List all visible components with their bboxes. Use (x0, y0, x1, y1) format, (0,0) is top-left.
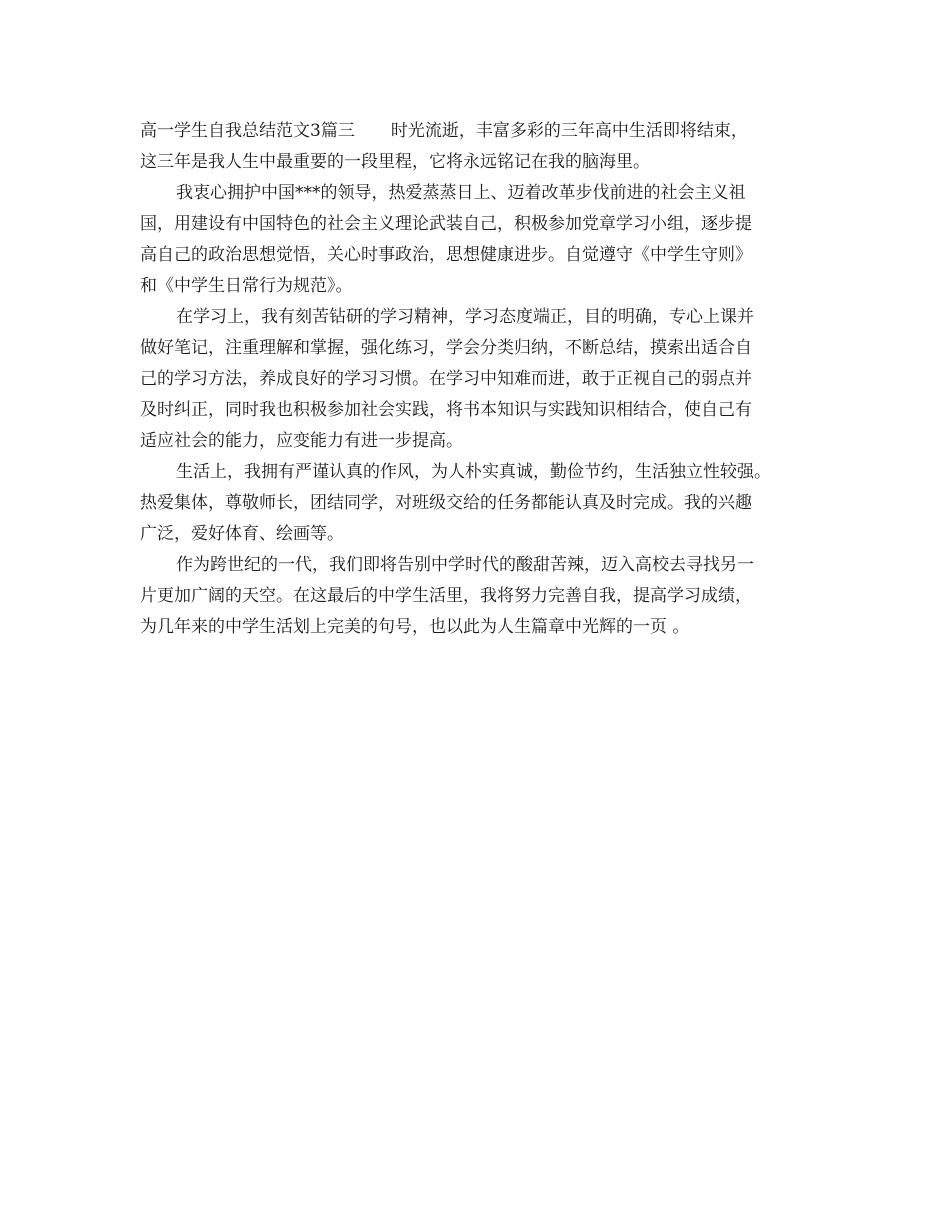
paragraph-life (140, 457, 840, 550)
text-line: 和《中学生日常行为规范》。 (140, 276, 353, 296)
text-line: 国，用建设有中国特色的社会主义理论武装自己，积极参加党章学习小组，逐步提 (140, 214, 752, 234)
text-line: 适应社会的能力，应变能力有进一步提高。 (140, 431, 463, 451)
text-line: 广泛，爱好体育、绘画等。 (140, 524, 344, 544)
text-line: 热爱集体，尊敬师长，团结同学，对班级交给的任务都能认真及时完成。我的兴趣 (140, 493, 752, 513)
text-line: 生活上，我拥有严谨认真的作风，为人朴实真诚，勤俭节约，生活独立性较强。 (176, 462, 771, 482)
document-body (140, 116, 840, 643)
text-line: 这三年是我人生中最重要的一段里程，它将永远铭记在我的脑海里。 (140, 152, 650, 172)
text-line (140, 116, 840, 147)
paragraph-intro (140, 116, 840, 178)
text-line: 做好笔记，注重理解和掌握，强化练习，学会分类归纳，不断总结，摸索出适合自 (140, 338, 752, 358)
document-heading: 高一学生自我总结范文3篇三 (140, 121, 355, 141)
text-line: 我衷心拥护中国***的领导，热爱蒸蒸日上、迈着改革步伐前进的社会主义祖 (176, 183, 746, 203)
text-line: 为几年来的中学生活划上完美的句号，也以此为人生篇章中光辉的一页 。 (140, 617, 690, 637)
text-line: 片更加广阔的天空。在这最后的中学生活里，我将努力完善自我，提高学习成绩， (140, 586, 752, 606)
text-line: 作为跨世纪的一代，我们即将告别中学时代的酸甜苦辣，迈入高校去寻找另一 (176, 555, 754, 575)
text-line: 高自己的政治思想觉悟，关心时事政治，思想健康进步。自觉遵守《中学生守则》 (140, 245, 752, 265)
paragraph-political (140, 178, 840, 302)
text-line: 及时纠正，同时我也积极参加社会实践，将书本知识与实践知识相结合，使自己有 (140, 400, 752, 420)
text-line: 己的学习方法，养成良好的学习习惯。在学习中知难而进，敢于正视自己的弱点并 (140, 369, 752, 389)
paragraph-study (140, 302, 840, 457)
paragraph-future (140, 550, 840, 643)
text-line: 在学习上，我有刻苦钻研的学习精神，学习态度端正，目的明确，专心上课并 (176, 307, 754, 327)
text-span: 时光流逝，丰富多彩的三年高中生活即将结束， (390, 121, 748, 141)
